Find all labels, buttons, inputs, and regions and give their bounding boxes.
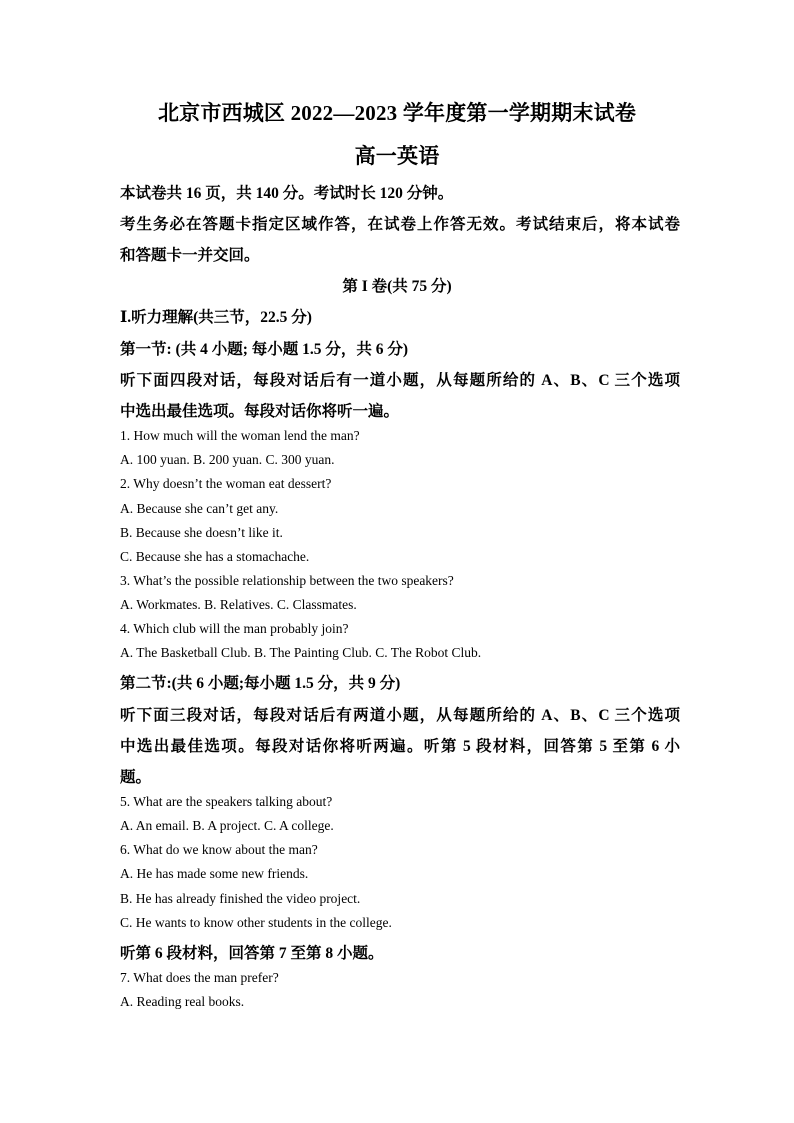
section2-instruction-3: 题。: [120, 769, 152, 786]
question-3: 3. What’s the possible relationship between the two speakers?: [120, 573, 454, 588]
page-title: 北京市西城区 2022—2023 学年度第一学期期末试卷: [157, 101, 637, 125]
question-6: 6. What do we know about the man?: [120, 842, 318, 857]
question-7: 7. What does the man prefer?: [120, 970, 279, 985]
question-5-options: A. An email. B. A project. C. A college.: [120, 818, 334, 833]
question-1-options: A. 100 yuan. B. 200 yuan. C. 300 yuan.: [120, 452, 335, 467]
section2-instruction-2: 中选出最佳选项。每段对话你将听两遍。听第 5 段材料，回答第 5 至第 6 小: [120, 738, 680, 755]
question-2-option-c: C. Because she has a stomachache.: [120, 549, 310, 564]
section2-heading: 第二节:(共 6 小题;每小题 1.5 分，共 9 分): [120, 675, 401, 692]
question-6-option-b: B. He has already finished the video project.: [120, 891, 361, 906]
intro-line-3: 和答题卡一并交回。: [120, 247, 260, 264]
question-2-option-a: A. Because she can’t get any.: [120, 501, 279, 516]
question-7-option-a: A. Reading real books.: [120, 994, 245, 1009]
section1-instruction-2: 中选出最佳选项。每段对话你将听一遍。: [120, 403, 400, 420]
question-2-option-b: B. Because she doesn’t like it.: [120, 525, 283, 540]
intro-line-2: 考生务必在答题卡指定区域作答，在试卷上作答无效。考试结束后，将本试卷: [120, 216, 680, 233]
intro-line-1: 本试卷共 16 页，共 140 分。考试时长 120 分钟。: [120, 185, 454, 202]
page-subtitle: 高一英语: [354, 144, 440, 168]
question-6-option-a: A. He has made some new friends.: [120, 866, 309, 881]
question-6-option-c: C. He wants to know other students in the college.: [120, 915, 392, 930]
question-4: 4. Which club will the man probably join?: [120, 621, 349, 636]
section1-instruction-1: 听下面四段对话，每段对话后有一道小题，从每题所给的 A、B、C 三个选项: [120, 372, 680, 389]
section2-instruction-1: 听下面三段对话，每段对话后有两道小题，从每题所给的 A、B、C 三个选项: [120, 707, 680, 724]
question-2: 2. Why doesn’t the woman eat dessert?: [120, 476, 332, 491]
question-5: 5. What are the speakers talking about?: [120, 794, 333, 809]
section1-heading: 第一节: (共 4 小题; 每小题 1.5 分，共 6 分): [120, 341, 409, 358]
part-heading: Ⅰ.听力理解(共三节，22.5 分): [120, 309, 312, 326]
volume-heading: 第 I 卷(共 75 分): [342, 278, 452, 295]
question-4-options: A. The Basketball Club. B. The Painting Club. C. The Robot Club.: [120, 645, 482, 660]
question-3-options: A. Workmates. B. Relatives. C. Classmates.: [120, 597, 357, 612]
passage-6-instruction: 听第 6 段材料，回答第 7 至第 8 小题。: [120, 945, 384, 962]
question-1: 1. How much will the woman lend the man?: [120, 428, 360, 443]
